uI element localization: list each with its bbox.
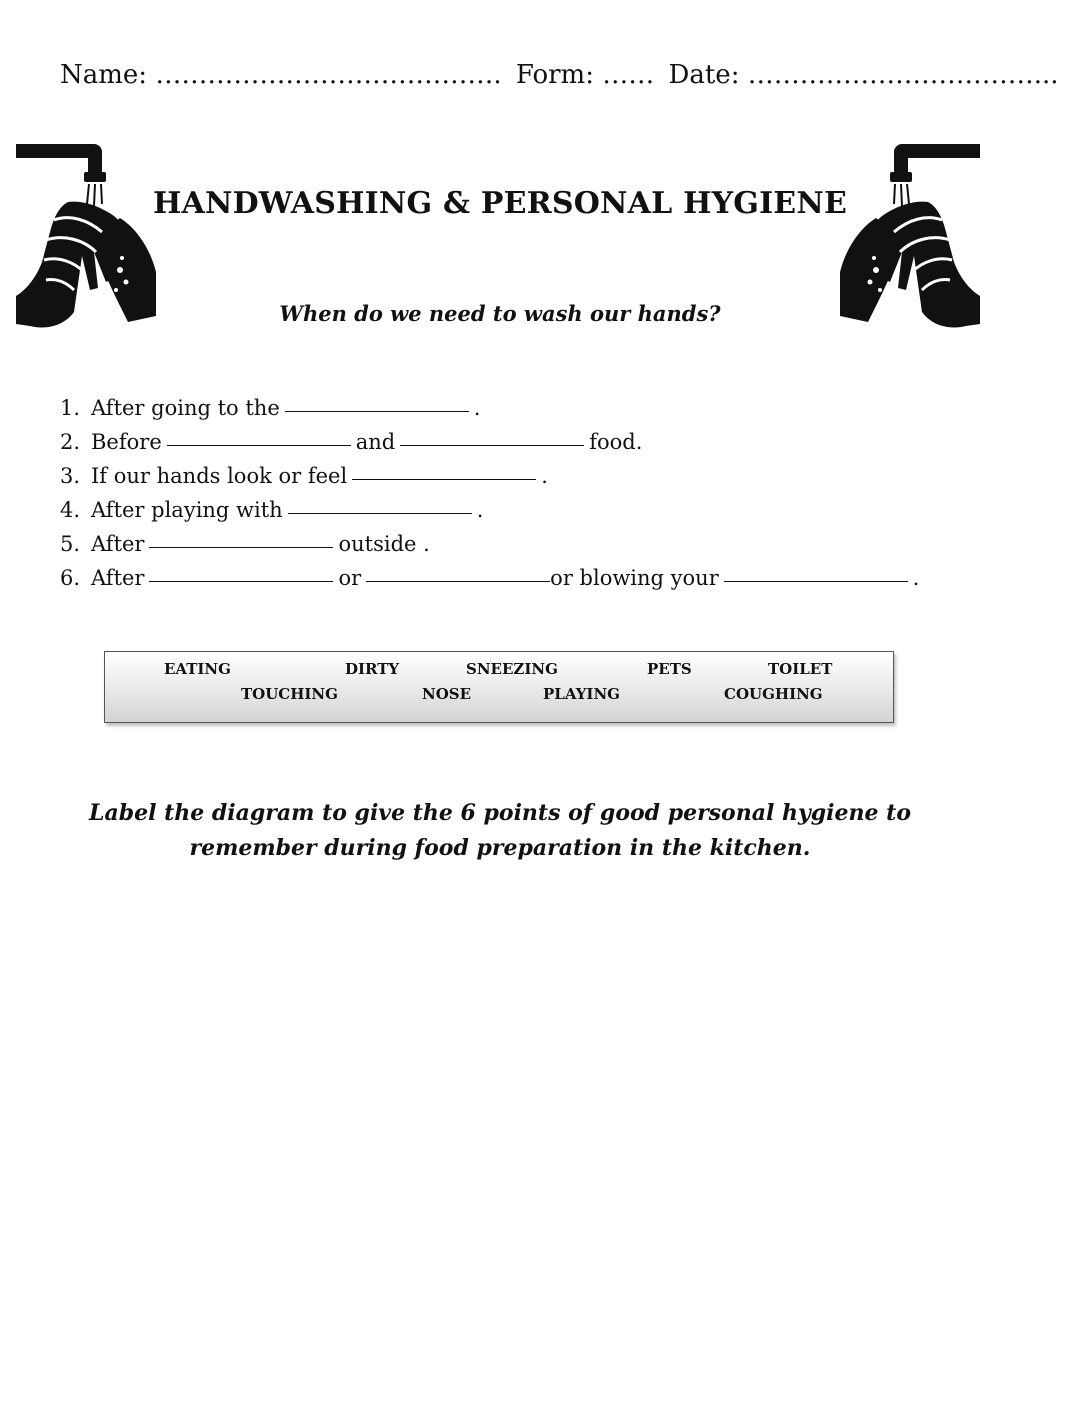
question-list — [60, 391, 960, 595]
question-item — [60, 493, 960, 527]
handwashing-tap-icon — [16, 140, 158, 332]
answer-blank[interactable] — [400, 425, 584, 446]
answer-blank[interactable] — [167, 425, 351, 446]
answer-blank[interactable] — [149, 561, 333, 582]
question-text: food. — [589, 430, 643, 454]
answer-blank[interactable] — [366, 561, 550, 582]
question-text: or blowing your — [550, 566, 719, 590]
word-bank-word[interactable]: TOUCHING — [241, 685, 338, 703]
word-bank-word[interactable]: NOSE — [422, 685, 472, 703]
question-item — [60, 561, 960, 595]
question-text: After playing with — [91, 498, 283, 522]
worksheet-title: HANDWASHING & PERSONAL HYGIENE — [152, 186, 848, 221]
question-number: 2. — [60, 430, 81, 454]
word-bank-word[interactable]: TOILET — [768, 660, 833, 678]
diagram-instruction: Label the diagram to give the 6 points of good personal hygiene to remember during food preparation in the kitchen. — [88, 800, 912, 861]
question-text: If our hands look or feel — [91, 464, 348, 488]
word-bank-word[interactable]: PLAYING — [543, 685, 620, 703]
question-item — [60, 391, 960, 425]
answer-blank[interactable] — [352, 459, 536, 480]
student-details-line — [60, 60, 1059, 90]
word-bank-word[interactable]: DIRTY — [345, 660, 400, 678]
date-field[interactable]: Date: ……………………………... — [668, 60, 1059, 90]
question-text: . — [541, 464, 548, 488]
question-item — [60, 425, 960, 459]
handwashing-tap-icon — [838, 140, 980, 332]
question-number: 6. — [60, 566, 81, 590]
question-text: After going to the — [91, 396, 280, 420]
word-bank-word[interactable]: EATING — [164, 660, 231, 678]
question-text: . — [476, 498, 484, 522]
worksheet-subtitle: When do we need to wash our hands? — [279, 301, 721, 326]
answer-blank[interactable] — [288, 493, 472, 514]
question-item — [60, 527, 960, 561]
question-number: 1. — [60, 396, 81, 420]
question-text: and — [355, 430, 396, 454]
question-text: . — [473, 396, 481, 420]
question-text: . — [912, 566, 920, 590]
question-text: Before — [91, 430, 162, 454]
form-field[interactable]: Form: …… — [515, 60, 655, 90]
word-bank-word[interactable]: PETS — [647, 660, 692, 678]
name-field[interactable]: Name: …………………………………. — [60, 60, 502, 90]
question-number: 5. — [60, 532, 81, 556]
question-number: 3. — [60, 464, 81, 488]
word-bank-word[interactable]: COUGHING — [724, 685, 823, 703]
answer-blank[interactable] — [149, 527, 333, 548]
answer-blank[interactable] — [285, 391, 469, 412]
question-text: After — [91, 532, 145, 556]
question-number: 4. — [60, 498, 81, 522]
question-text: outside . — [338, 532, 430, 556]
answer-blank[interactable] — [724, 561, 908, 582]
word-bank-word[interactable]: SNEEZING — [466, 660, 558, 678]
word-bank — [104, 651, 894, 723]
question-text: After — [91, 566, 145, 590]
question-text: or — [338, 566, 362, 590]
question-item — [60, 459, 960, 493]
